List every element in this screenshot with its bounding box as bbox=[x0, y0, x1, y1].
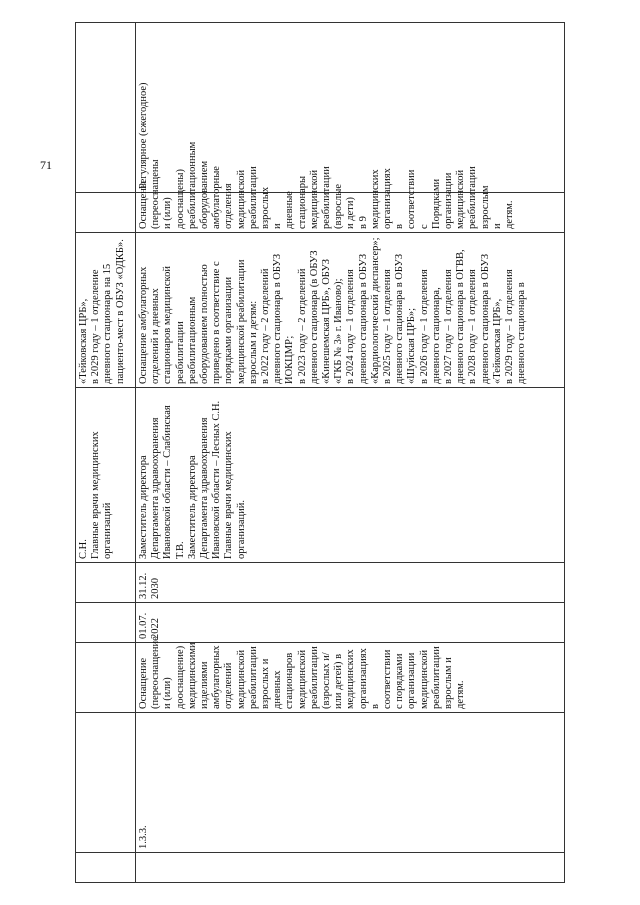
table-row bbox=[76, 22, 136, 882]
end-date-cell: 31.12. 2030 bbox=[136, 562, 565, 602]
measure-cell bbox=[76, 642, 136, 712]
start-date-cell: 01.07. 2022 bbox=[136, 602, 565, 642]
row-number: 1.3.3. bbox=[136, 712, 565, 852]
end-date-cell bbox=[76, 562, 136, 602]
measures-table bbox=[75, 22, 565, 883]
responsible-cell: С.Н. Главные врачи медицинских организаций bbox=[76, 387, 136, 562]
start-date-cell bbox=[76, 602, 136, 642]
rotated-table-container bbox=[75, 23, 565, 883]
expected-result-cell: «Тейковская ЦРБ», в 2029 году – 1 отделение дневного стационара на 15 пациенто-мест в ОБУЗ «ОДКБ». bbox=[76, 232, 136, 387]
frequency-cell bbox=[76, 22, 136, 192]
responsible-cell: Заместитель директора Департамента здравоохранения Ивановской области – Слабинская Т.В. Заместитель директора Департамента здравоохранения Ивановской области – Лесных С.Н. Главные врачи медицинских организаций. bbox=[136, 387, 565, 562]
frequency-cell: Регулярное (ежегодное) bbox=[136, 22, 565, 192]
indicator-cell: Оснащены (переоснащены и (или) дооснащены) реабилитационным оборудованием амбулаторные отделения медицинской реабилитации взрослых и дневные стационары медицинской реабилитации (взрослые и дети) в 9 медицинских организациях в соответствии с Порядками организации медицинской реабилитации взрослым и детям. bbox=[136, 192, 565, 232]
row-number bbox=[76, 712, 136, 852]
expected-result-cell: Оснащение амбулаторных отделений и дневных стационаров медицинской реабилитации реабилитационным оборудованием полностью приведено в соответствие с порядками организации медицинской реабилитации взрослым и детям: в 2022 году – 2 отделений дневного стационара в ОБУЗ ИОКЦМР; в 2023 году – 2 отделений дневного стационара (в ОБУЗ «Кинешемская ЦРБ», ОБУЗ «ГКБ № 3» г. Иваново); в 2024 году – 1 отделения дневного стационара в ОБУЗ «Кардиологический диспансер»; в 2025 году – 1 отделения дневного стационара в ОБУЗ «Шуйская ЦРБ»; в 2026 году – 1 отделения дневного стационара, в 2027 году – 1 отделения дневного стационара в ОГВВ, в 2028 году – 1 отделения дневного стационара в ОБУЗ «Тейковская ЦРБ», в 2029 году – 1 отделения дневного стационара в bbox=[136, 232, 565, 387]
page-number: 71 bbox=[40, 158, 52, 172]
table-row bbox=[136, 22, 565, 882]
measure-cell: Оснащение (переоснащение и (или) дооснащение) медицинскими изделиями амбулаторных отделений медицинской реабилитации взрослых и дневных стационаров медицинской реабилитации (взрослых и/или детей) в медицинских организациях в соответствии с порядками организации медицинской реабилитации взрослым и детям. bbox=[136, 642, 565, 712]
indicator-cell bbox=[76, 192, 136, 232]
